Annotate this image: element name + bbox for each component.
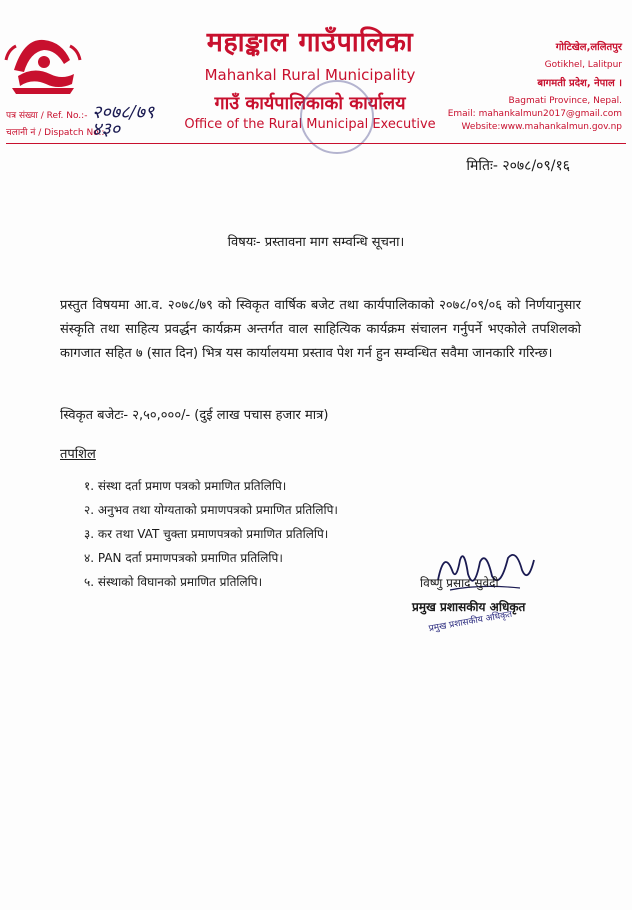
signature-scribble [430, 540, 540, 602]
letter-subject: विषयः- प्रस्तावना माग सम्वन्धि सूचना। [227, 235, 405, 250]
website-text: Website:www.mahankalmun.gov.np [461, 122, 622, 132]
email-text: Email: mahankalmun2017@gmail.com [447, 109, 622, 119]
ref-no-label: पत्र संख्या / Ref. No.:- [6, 111, 88, 121]
header-divider [6, 143, 626, 144]
province-nepali: बागमती प्रदेश, नेपाल । [537, 78, 622, 89]
signatory-name: विष्णु प्रसाद सुवेदी [420, 576, 499, 590]
signatory-title: प्रमुख प्रशासकीय अधिकृत [412, 600, 526, 614]
list-item: ५. संस्थाको विघानको प्रमाणित प्रतिलिपि। [84, 575, 263, 589]
signatory-stamp: प्रमुख प्रशासकीय अधिकृत [428, 609, 513, 635]
org-name-nepali: महाङ्काल गाउँपालिका [206, 27, 414, 58]
municipality-emblem-icon [4, 30, 82, 100]
org-name-english: Mahankal Rural Municipality [204, 66, 416, 84]
office-name-english: Office of the Rural Municipal Executive [184, 117, 436, 132]
dispatch-no-label: चलानी नं / Dispatch No.:- [6, 128, 108, 138]
office-name-nepali: गाउँ कार्यपालिकाको कार्यालय [214, 93, 406, 114]
list-item: २. अनुभव तथा योग्यताको प्रमाणपत्रको प्रमाणित प्रतिलिपि। [84, 503, 338, 517]
details-heading: तपशिल [60, 447, 96, 462]
list-item: ४. PAN दर्ता प्रमाणपत्रको प्रमाणित प्रतिलिपि। [84, 551, 283, 565]
dispatch-no-value: ४३० [92, 119, 121, 140]
list-item: ३. कर तथा VAT चुक्ता प्रमाणपत्रको प्रमाणित प्रतिलिपि। [84, 527, 329, 541]
province-english: Bagmati Province, Nepal. [508, 96, 622, 106]
address-english: Gotikhel, Lalitpur [544, 60, 622, 70]
address-nepali: गोटिखेल,ललितपुर [555, 42, 622, 53]
list-item: १. संस्था दर्ता प्रमाण पत्रको प्रमाणित प्रतिलिपि। [84, 479, 287, 493]
approved-budget: स्विकृत बजेटः- २,५०,०००/- (दुई लाख पचास हजार मात्र) [60, 408, 329, 423]
letter-body: प्रस्तुत विषयमा आ.व. २०७८/७९ को स्विकृत वार्षिक बजेट तथा कार्यपालिकाको २०७८/०९/०६ को निर्णयानुसार संस्कृति तथा साहित्य प्रवर्द्धन कार्यक्रम अन्तर्गत वाल साहित्यिक कार्यक्रम संचालन गर्नुपर्ने भएकोले तपशिलको कागजात सहित ७ (सात दिन) भित्र यस कार्यालयमा प्रस्ताव पेश गर्न हुन सम्वन्धित सवैमा जानकारि गरिन्छ। [60, 298, 581, 361]
ref-no-value: २०७८/७९ [92, 102, 155, 123]
letter-date: मितिः- २०७८/०९/१६ [466, 158, 570, 174]
